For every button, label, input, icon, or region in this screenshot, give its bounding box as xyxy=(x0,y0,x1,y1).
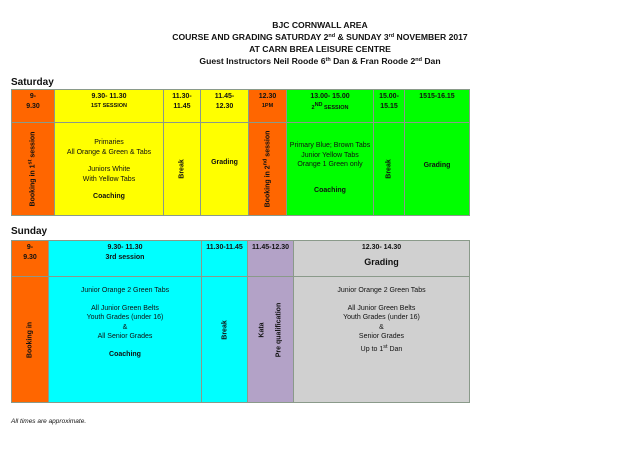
t: Dan xyxy=(387,345,403,353)
t: 12.30- 14.30 xyxy=(361,244,402,251)
sun-header-cell xyxy=(247,240,294,277)
t: Kata xyxy=(258,321,265,338)
t: 2 xyxy=(311,104,315,111)
sat-booking-2 xyxy=(248,122,287,216)
sunday-heading: Sunday xyxy=(11,226,48,237)
t: ND xyxy=(314,101,323,108)
sat-header-cell xyxy=(286,89,374,123)
sun-booking xyxy=(11,276,49,403)
t: Booking in 1 xyxy=(29,164,37,207)
t: Booking in 2 xyxy=(264,165,271,208)
t: Break xyxy=(385,159,393,179)
sun-kata xyxy=(247,276,294,403)
t: Up to 1 xyxy=(360,345,384,353)
title-dates xyxy=(0,31,640,43)
t: 11.30- xyxy=(172,93,192,100)
t: 9- xyxy=(29,93,37,100)
t: Orange 1 Green only xyxy=(297,161,363,168)
t: & SUNDAY 3 xyxy=(335,32,389,42)
sat-break-2 xyxy=(373,122,405,216)
t: Guest Instructors Neil Roode 6 xyxy=(199,56,326,66)
sat-session-1 xyxy=(54,122,164,216)
t: 15.15 xyxy=(380,102,398,110)
t: Dan xyxy=(421,56,441,66)
t: 9.30 xyxy=(23,253,37,261)
t: 9- xyxy=(26,244,34,251)
title-instructors xyxy=(0,55,640,67)
sun-header-cell xyxy=(201,240,248,277)
t: 9.30- 11.30 xyxy=(107,244,143,251)
t: 3rd session xyxy=(105,253,145,261)
sat-grading-2 xyxy=(404,122,470,216)
t: Coaching xyxy=(93,193,125,201)
t: Grading xyxy=(364,256,399,267)
t: Pre qualification xyxy=(275,302,283,357)
sat-session-2 xyxy=(286,122,374,216)
sun-header-cell xyxy=(48,240,202,277)
t: NOVEMBER 2017 xyxy=(394,32,468,42)
t: nd xyxy=(415,57,422,63)
footnote: All times are approximate. xyxy=(11,418,87,425)
t: Junior Orange 2 Green Tabs xyxy=(80,287,170,294)
t: 9.30 xyxy=(26,102,40,110)
t: Booking in xyxy=(26,321,34,358)
t: Break xyxy=(221,319,228,340)
t: All Orange & Green & Tabs xyxy=(66,148,152,156)
t: & xyxy=(122,323,128,331)
sat-header-cell xyxy=(54,89,164,123)
sat-header-cell xyxy=(404,89,470,123)
t: th xyxy=(325,57,331,63)
sat-header-cell xyxy=(11,89,55,123)
t: 11.45- xyxy=(214,93,235,100)
t: Coaching xyxy=(314,186,346,194)
t: nd xyxy=(328,33,336,39)
t: 13.00- 15.00 xyxy=(310,93,350,100)
t: Youth Grades (under 16) xyxy=(343,314,420,321)
t: Youth Grades (under 16) xyxy=(86,314,164,321)
title-venue: AT CARN BREA LEISURE CENTRE xyxy=(249,44,391,54)
t: Break xyxy=(178,159,186,179)
t: 12.30 xyxy=(215,102,234,110)
sat-header-cell xyxy=(248,89,287,123)
sun-header-cell xyxy=(11,240,49,277)
t: st xyxy=(27,159,34,165)
sat-header-cell xyxy=(163,89,201,123)
sat-header-cell xyxy=(200,89,249,123)
t: COURSE AND GRADING SATURDAY 2 xyxy=(172,32,329,42)
t: Senior Grades xyxy=(358,333,405,340)
t: 15.00- xyxy=(379,93,399,100)
t: Junior Yellow Tabs xyxy=(301,151,359,159)
sat-booking-1 xyxy=(11,122,55,216)
t: 11.30-11.45 xyxy=(206,244,243,251)
t: 12.30 xyxy=(258,93,277,100)
t: session xyxy=(264,130,271,159)
t: nd xyxy=(262,158,268,166)
t: Juniors White xyxy=(87,166,131,174)
t: SESSION xyxy=(322,104,349,111)
t: With Yellow Tabs xyxy=(82,175,136,183)
sun-grading xyxy=(293,276,470,403)
t: Primaries xyxy=(94,139,124,147)
t: 9.30- 11.30 xyxy=(91,93,127,100)
t: All Senior Grades xyxy=(97,333,153,340)
t: st xyxy=(383,343,388,350)
t: & xyxy=(379,323,384,331)
t: 1PM xyxy=(261,102,274,109)
saturday-heading: Saturday xyxy=(11,77,54,88)
t: Junior Orange 2 Green Tabs xyxy=(337,287,426,294)
t: session xyxy=(29,131,37,160)
title-area: BJC CORNWALL AREA xyxy=(272,20,368,30)
sat-grading xyxy=(200,122,249,216)
t: 1515-16.15 xyxy=(419,93,455,100)
sat-header-cell xyxy=(373,89,405,123)
t: rd xyxy=(388,33,395,39)
sat-break xyxy=(163,122,201,216)
t: 11.45-12.30 xyxy=(252,244,289,251)
t: 11.45 xyxy=(173,102,191,110)
t: All Junior Green Belts xyxy=(91,304,159,312)
t: 1ST SESSION xyxy=(90,102,128,109)
t: Dan & Fran Roode 2 xyxy=(330,56,416,66)
t: Grading xyxy=(423,162,451,170)
sun-break xyxy=(201,276,248,403)
sun-header-cell xyxy=(293,240,470,277)
t: All Junior Green Belts xyxy=(347,304,416,312)
t: Grading xyxy=(211,159,238,167)
t: Coaching xyxy=(109,350,141,358)
sun-session-3 xyxy=(48,276,202,403)
t: Primary Blue; Brown Tabs xyxy=(289,142,371,149)
